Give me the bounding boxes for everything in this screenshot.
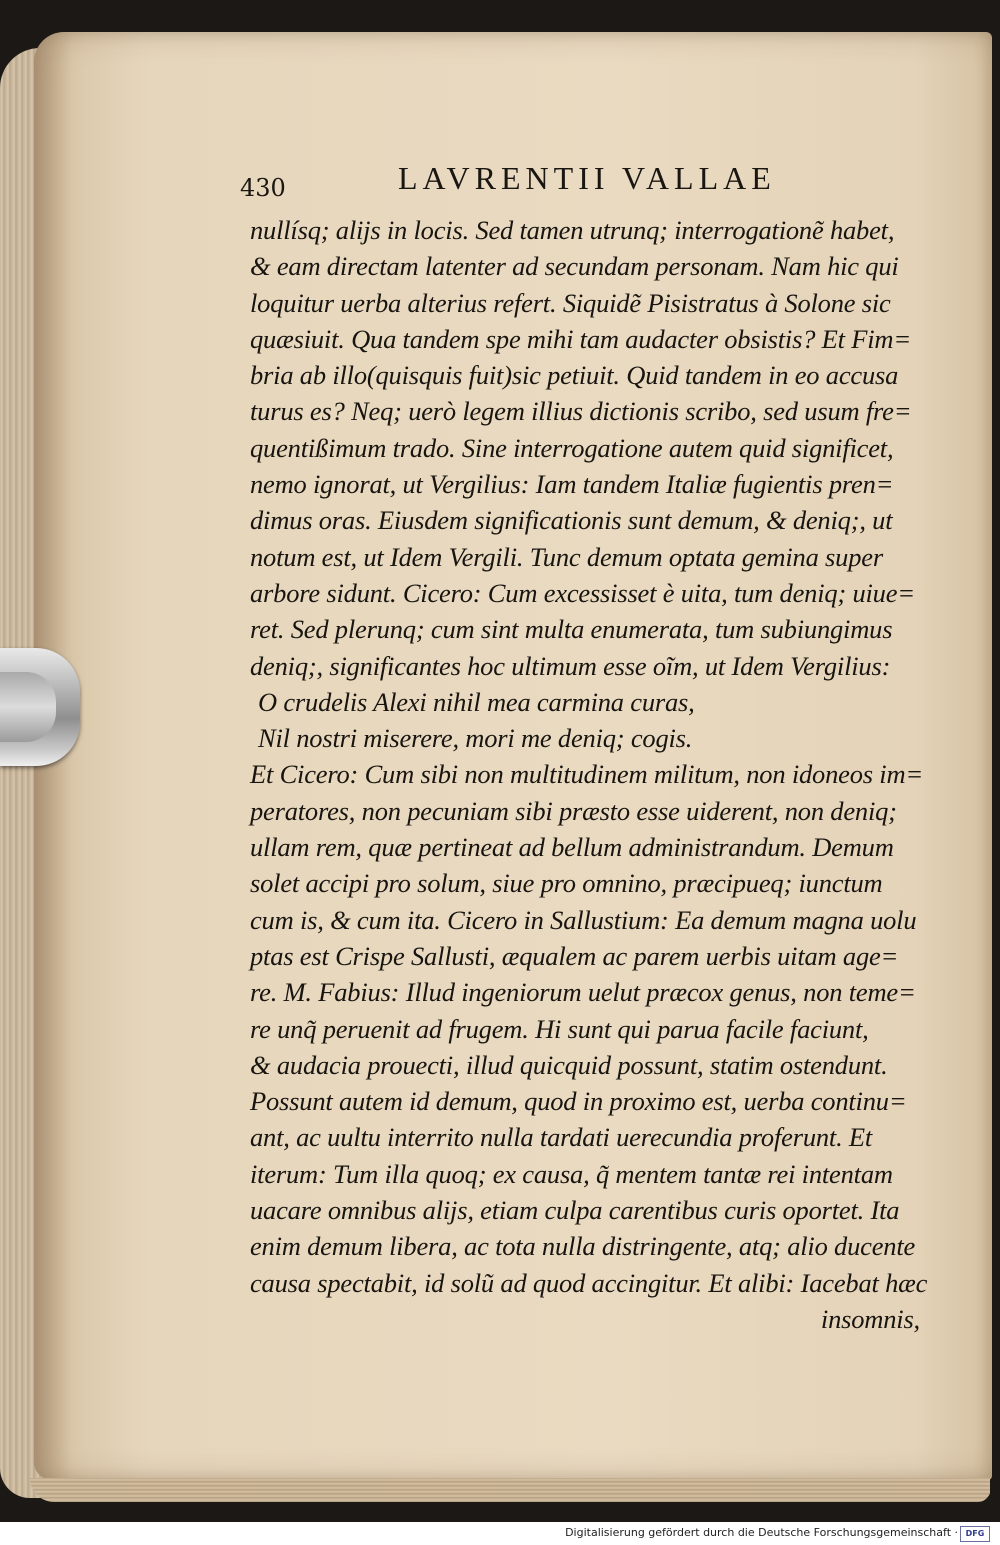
text-line: nullísq; alijs in locis. Sed tamen utrunq; interrogationẽ habet, — [250, 215, 895, 245]
verse-line: O crudelis Alexi nihil mea carmina curas, — [258, 686, 695, 717]
verse-line: Nil nostri miserere, mori me deniq; cogis. — [258, 723, 693, 754]
text-line: Possunt autem id demum, quod in proximo est, uerba continu= — [250, 1086, 907, 1117]
text-line: notum est, ut Idem Vergili. Tunc demum optata gemina super — [250, 541, 883, 572]
text-line: dimus oras. Eiusdem significationis sunt demum, & deniq;, ut — [250, 505, 893, 536]
text-line: peratores, non pecuniam sibi præsto esse uiderent, non deniq; — [250, 795, 897, 826]
text-line: re. M. Fabius: Illud ingeniorum uelut præcox genus, non teme= — [250, 977, 916, 1008]
page-clip — [0, 648, 80, 766]
text-line: ptas est Crispe Sallusti, æqualem ac parem uerbis uitam age= — [250, 940, 899, 971]
text-line: & eam directam latenter ad secundam personam. Nam hic qui — [250, 251, 899, 282]
page-number: 430 — [240, 174, 286, 202]
page-header — [240, 160, 960, 200]
text-line: cum is, & cum ita. Cicero in Sallustium: Ea demum magna uolu — [250, 904, 917, 935]
text-line: bria ab illo(quisquis fuit)sic petiuit. Quid tandem in eo accusa — [250, 360, 899, 391]
text-line: uacare omnibus alijs, etiam culpa carentibus curis oportet. Ita — [250, 1195, 900, 1226]
bottom-page-edge — [30, 1478, 990, 1502]
page-clip-inner — [0, 672, 56, 742]
footer-bar — [0, 1522, 1000, 1545]
text-line: arbore sidunt. Cicero: Cum excessisset è uita, tum deniq; uiue= — [250, 577, 915, 608]
funding-credit: Digitalisierung gefördert durch die Deutsche Forschungsgemeinschaft · — [565, 1526, 958, 1539]
text-line: nemo ignorat, ut Vergilius: Iam tandem Italiæ fugientis pren= — [250, 469, 894, 500]
catchword: insomnis, — [820, 1303, 920, 1334]
text-line: ret. Sed plerunq; cum sint multa enumerata, tum subiungimus — [250, 614, 893, 645]
running-head: LAVRENTII VALLAE — [398, 160, 776, 196]
text-line: turus es? Neq; uerò legem illius dictionis scribo, sed usum fre= — [250, 396, 912, 427]
text-line: re unq̃ peruenit ad frugem. Hi sunt qui parua facile faciunt, — [250, 1013, 869, 1044]
text-line: loquitur uerba alterius refert. Siquidẽ Pisistratus à Solone sic — [250, 287, 891, 318]
text-line: enim demum libera, ac tota nulla distringente, atq; alio ducente — [250, 1231, 916, 1262]
text-line: quentißimum trado. Sine interrogatione autem quid significet, — [250, 432, 894, 463]
text-line: quæsiuit. Qua tandem spe mihi tam audacter obsistis? Et Fim= — [250, 323, 912, 354]
text-line: causa spectabit, id solũ ad quod accingitur. Et alibi: Iacebat hæc — [250, 1267, 928, 1298]
text-line: solet accipi pro solum, siue pro omnino, præcipueq; iunctum — [250, 868, 883, 899]
text-line: deniq;, significantes hoc ultimum esse oĩm, ut Idem Vergilius: — [250, 650, 891, 681]
dfg-logo: DFG — [960, 1526, 990, 1542]
body-text — [250, 212, 930, 1337]
text-line: iterum: Tum illa quoq; ex causa, q̃ mentem tantæ rei intentam — [250, 1158, 893, 1189]
text-line: ant, ac uultu interrito nulla tardati uerecundia proferunt. Et — [250, 1122, 873, 1153]
text-line: ullam rem, quæ pertineat ad bellum administrandum. Demum — [250, 832, 894, 863]
text-line: & audacia prouecti, illud quicquid possunt, statim ostendunt. — [250, 1049, 888, 1080]
text-line: Et Cicero: Cum sibi non multitudinem militum, non idoneos im= — [250, 759, 924, 790]
